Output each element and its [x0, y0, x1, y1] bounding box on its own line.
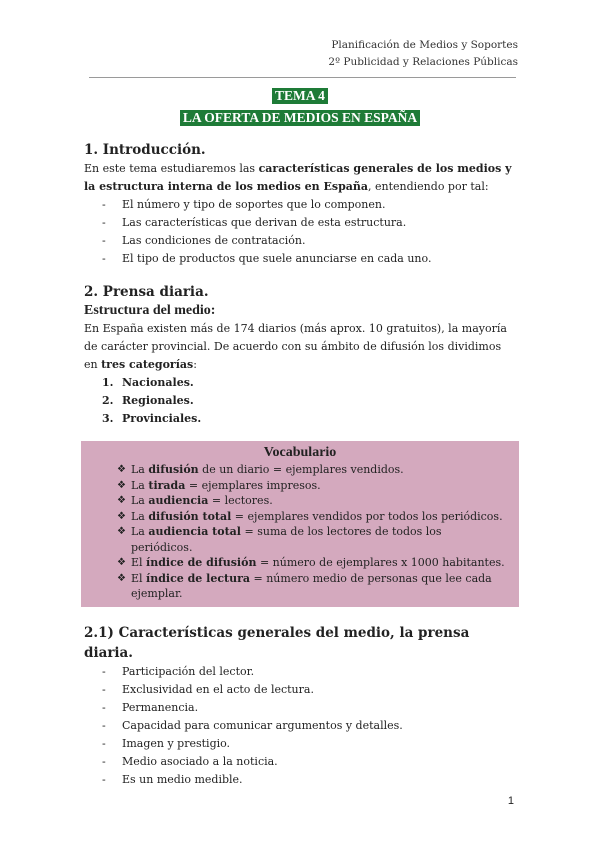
list-item-text: Permanencia. — [122, 700, 199, 714]
title-main: LA OFERTA DE MEDIOS EN ESPAÑA — [180, 110, 420, 126]
diamond-bullet-icon: ❖ — [117, 572, 126, 584]
list-item — [102, 410, 516, 428]
dash-icon: - — [102, 216, 106, 229]
intro-text-bold: características generales de los medios y la estructura interna de los medios en España — [84, 162, 512, 193]
header-divider — [89, 77, 516, 78]
caracteristicas-list — [84, 663, 516, 789]
dash-icon: - — [102, 700, 106, 714]
term-prefix: El — [131, 556, 147, 569]
term-definition: de un diario = ejemplares vendidos. — [198, 463, 404, 476]
term-definition: = ejemplares impresos. — [185, 478, 321, 492]
list-item-text: El número y tipo de soportes que lo componen. — [122, 198, 386, 211]
list-item — [102, 735, 516, 753]
term-definition: = lectores. — [208, 494, 273, 507]
term: difusión total — [148, 509, 232, 523]
header-course: Planificación de Medios y Soportes — [331, 39, 518, 51]
dash-icon: - — [102, 198, 106, 211]
dash-icon: - — [102, 754, 106, 768]
dash-icon: - — [102, 682, 106, 696]
list-item — [102, 663, 516, 681]
list-item-text: Exclusividad en el acto de lectura. — [122, 682, 314, 696]
prensa-text-bold: tres categorías — [101, 358, 194, 371]
list-item — [117, 571, 505, 602]
list-item — [102, 753, 516, 771]
list-item — [117, 493, 505, 509]
diamond-bullet-icon: ❖ — [117, 495, 126, 506]
dash-icon: - — [102, 234, 106, 247]
intro-text-start: En este tema estudiaremos las — [84, 162, 259, 175]
list-item — [102, 681, 516, 699]
page-header — [328, 37, 518, 71]
diamond-bullet-icon: ❖ — [117, 557, 126, 568]
term: difusión — [148, 463, 199, 476]
term: audiencia total — [148, 525, 241, 538]
diamond-bullet-icon: ❖ — [117, 510, 126, 522]
list-item — [102, 771, 516, 789]
intro-heading: 1. Introducción. — [84, 142, 206, 158]
list-item — [102, 250, 516, 268]
list-number: 3. — [102, 412, 114, 425]
list-item-text: Regionales. — [122, 394, 194, 407]
list-item — [117, 555, 505, 571]
term: índice de difusión — [146, 556, 257, 569]
term-definition: = suma de los lectores de todos los periódicos. — [131, 525, 442, 554]
intro-list — [84, 196, 516, 268]
list-item — [102, 717, 516, 735]
term-prefix: La — [131, 494, 149, 507]
vocabulary-list — [81, 462, 519, 602]
list-item-text: Capacidad para comunicar argumentos y detalles. — [122, 718, 403, 732]
diamond-bullet-icon: ❖ — [117, 479, 126, 491]
diamond-bullet-icon: ❖ — [117, 526, 126, 537]
intro-text-end: , entendiendo por tal: — [368, 180, 489, 193]
list-item — [102, 699, 516, 717]
term: índice de lectura — [146, 571, 251, 585]
dash-icon: - — [102, 664, 106, 678]
list-item-text: Imagen y prestigio. — [122, 736, 231, 750]
list-item — [117, 462, 505, 478]
term: audiencia — [148, 494, 209, 507]
list-item — [117, 478, 505, 494]
term-definition: = ejemplares vendidos por todos los periódicos. — [231, 509, 503, 523]
vocabulary-box — [81, 441, 519, 607]
term: tirada — [148, 478, 186, 492]
list-item-text: Las condiciones de contratación. — [122, 234, 306, 247]
prensa-paragraph — [84, 320, 516, 374]
list-item-text: Las características que derivan de esta estructura. — [122, 216, 407, 229]
dash-icon: - — [102, 718, 106, 732]
dash-icon: - — [102, 252, 106, 265]
list-item-text: Provinciales. — [122, 412, 202, 425]
title-tema: TEMA 4 — [272, 88, 328, 104]
list-item — [117, 509, 505, 525]
intro-paragraph — [84, 160, 516, 196]
term-prefix: El — [131, 571, 147, 585]
term-prefix: La — [131, 525, 149, 538]
term-prefix: La — [131, 463, 149, 476]
prensa-text-start: En España existen más de 174 diarios (más aprox. 10 gratuitos), la mayoría de carácter provincial. De acuerdo con su ámbito de difusión los dividimos en — [84, 322, 507, 371]
dash-icon: - — [102, 736, 106, 750]
term-prefix: La — [131, 478, 149, 492]
list-item — [102, 374, 516, 392]
caracteristicas-heading: 2.1) Características generales del medio, la prensa diaria. — [84, 624, 470, 661]
term-definition: = número medio de personas que lee cada ejemplar. — [131, 571, 492, 600]
vocabulary-title: Vocabulario — [263, 445, 337, 460]
list-number: 2. — [102, 394, 114, 407]
prensa-heading: 2. Prensa diaria. — [84, 284, 209, 300]
term-definition: = número de ejemplares x 1000 habitantes. — [256, 556, 505, 569]
document-body — [84, 140, 516, 789]
list-item-text: Medio asociado a la noticia. — [122, 754, 278, 768]
list-item — [102, 232, 516, 250]
list-item-text: El tipo de productos que suele anunciarse en cada uno. — [122, 252, 432, 265]
list-item-text: Participación del lector. — [122, 664, 255, 678]
header-degree: 2º Publicidad y Relaciones Públicas — [328, 56, 518, 68]
categories-list — [84, 374, 516, 428]
list-item — [102, 214, 516, 232]
estructura-subheading: Estructura del medio: — [84, 303, 216, 318]
dash-icon: - — [102, 772, 106, 786]
list-number: 1. — [102, 376, 114, 389]
diamond-bullet-icon: ❖ — [117, 464, 126, 475]
page-number: 1 — [507, 795, 514, 807]
list-item-text: Es un medio medible. — [122, 772, 243, 786]
list-item — [102, 196, 516, 214]
prensa-text-end: : — [193, 358, 197, 371]
term-prefix: La — [131, 509, 149, 523]
list-item-text: Nacionales. — [122, 376, 194, 389]
list-item — [117, 524, 505, 555]
document-title — [0, 85, 600, 129]
list-item — [102, 392, 516, 410]
